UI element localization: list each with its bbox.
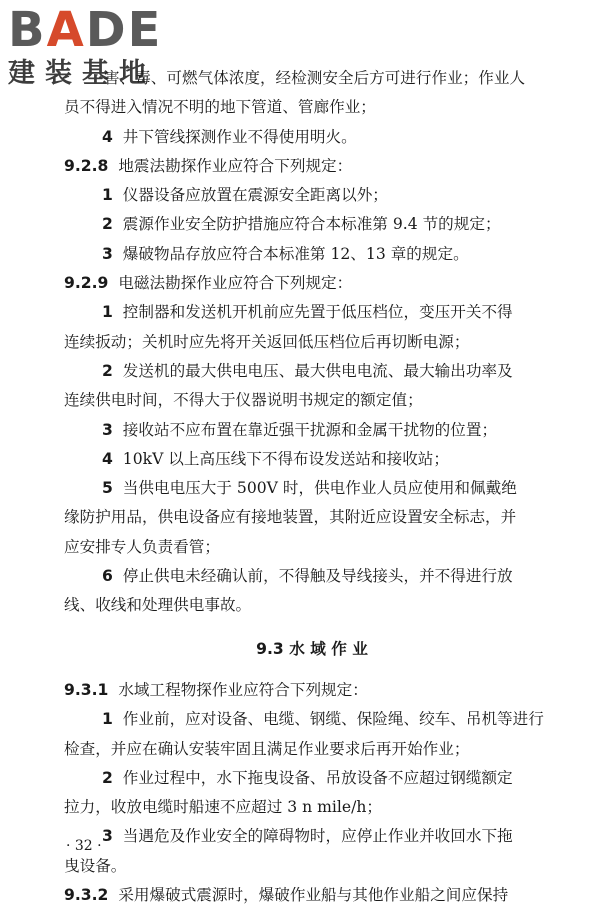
item-number: 5 — [102, 479, 113, 498]
list-item — [64, 416, 560, 445]
item-text: 当遇危及作业安全的障碍物时，应停止作业并收回水下拖 — [122, 827, 513, 846]
clause-number: 9.2.8 — [64, 156, 109, 175]
text-line: 拉力，收放电缆时船速不应超过 3 n mile/h； — [64, 798, 383, 817]
text-line: 线、收线和处理供电事故。 — [64, 596, 252, 615]
list-item — [64, 123, 560, 152]
item-number: 3 — [102, 420, 113, 439]
page-number: · 32 · — [66, 838, 102, 854]
text-line — [64, 64, 560, 93]
item-number: 1 — [102, 186, 113, 205]
text-line: 应安排专人负责看管； — [64, 537, 220, 556]
item-text: 仪器设备应放置在震源安全距离以外； — [122, 186, 388, 205]
item-text: 当供电电压大于 500V 时，供电作业人员应使用和佩戴绝 — [122, 479, 517, 498]
list-item — [64, 181, 560, 210]
clause — [64, 881, 560, 910]
list-item — [64, 474, 560, 503]
text-line: 连续供电时间，不得大于仪器说明书规定的额定值； — [64, 391, 423, 410]
item-number: 2 — [102, 361, 113, 380]
list-item — [64, 445, 560, 474]
item-number: 1 — [102, 710, 113, 729]
item-text: 10kV 以上高压线下不得布设发送站和接收站； — [122, 449, 449, 468]
list-item — [64, 210, 560, 239]
logo-brand-de: DE — [85, 2, 163, 58]
clause-text: 地震法勘探作业应符合下列规定： — [118, 156, 353, 175]
logo-brand — [8, 4, 178, 56]
line-text: 害、毒、可燃气体浓度，经检测安全后方可进行作业；作业人 — [104, 69, 526, 87]
text-line: 缘防护用品，供电设备应有接地装置，其附近应设置安全标志，并 — [64, 508, 517, 527]
item-number: 4 — [102, 127, 113, 146]
clause-number: 9.3.1 — [64, 680, 109, 699]
list-item — [64, 822, 560, 851]
clause-text: 水域工程物探作业应符合下列规定： — [118, 680, 368, 699]
logo-brand-a: A — [46, 2, 86, 58]
section-heading: 9.3 水 域 作 业 — [256, 639, 368, 658]
item-number: 3 — [102, 827, 113, 846]
item-number: 3 — [102, 244, 113, 263]
clause-text: 采用爆破式震源时，爆破作业船与其他作业船之间应保持 — [118, 886, 509, 905]
item-number: 4 — [102, 449, 113, 468]
item-text: 控制器和发送机开机前应先置于低压档位，变压开关不得 — [122, 303, 513, 322]
clause-text: 电磁法勘探作业应符合下列规定： — [118, 274, 353, 293]
item-text: 接收站不应布置在靠近强干扰源和金属干扰物的位置； — [122, 420, 498, 439]
clause — [64, 269, 560, 298]
clause — [64, 676, 560, 705]
clause-number: 9.3.2 — [64, 886, 109, 905]
item-text: 爆破物品存放应符合本标准第 12、13 章的规定。 — [122, 244, 469, 263]
item-text: 停止供电未经确认前，不得触及导线接头，并不得进行放 — [122, 567, 513, 586]
logo-subtitle: 建装基地 — [8, 58, 156, 89]
item-number: 1 — [102, 303, 113, 322]
item-text: 发送机的最大供电电压、最大供电电流、最大输出功率及 — [122, 361, 513, 380]
list-item — [64, 562, 560, 591]
text-line: 连续扳动；关机时应先将开关返回低压档位后再切断电源； — [64, 332, 470, 351]
list-item — [64, 357, 560, 386]
text-line: 曳设备。 — [64, 856, 127, 875]
list-item — [64, 764, 560, 793]
item-text: 震源作业安全防护措施应符合本标准第 9.4 节的规定； — [122, 215, 501, 234]
item-text: 作业过程中，水下拖曳设备、吊放设备不应超过钢缆额定 — [122, 768, 513, 787]
text-line: 检查，并应在确认安装牢固且满足作业要求后再开始作业； — [64, 739, 470, 758]
clause — [64, 152, 560, 181]
list-item — [64, 298, 560, 327]
item-number: 2 — [102, 215, 113, 234]
document-body — [64, 64, 560, 910]
logo-brand-b: B — [8, 2, 47, 58]
clause-number: 9.2.9 — [64, 274, 109, 293]
list-item — [64, 240, 560, 269]
item-text: 井下管线探测作业不得使用明火。 — [122, 127, 357, 146]
list-item — [64, 705, 560, 734]
item-number: 6 — [102, 567, 113, 586]
item-number: 2 — [102, 768, 113, 787]
text-line: 员不得进入情况不明的地下管道、管廊作业； — [64, 98, 376, 117]
item-text: 作业前，应对设备、电缆、钢缆、保险绳、绞车、吊机等进行 — [122, 710, 544, 729]
